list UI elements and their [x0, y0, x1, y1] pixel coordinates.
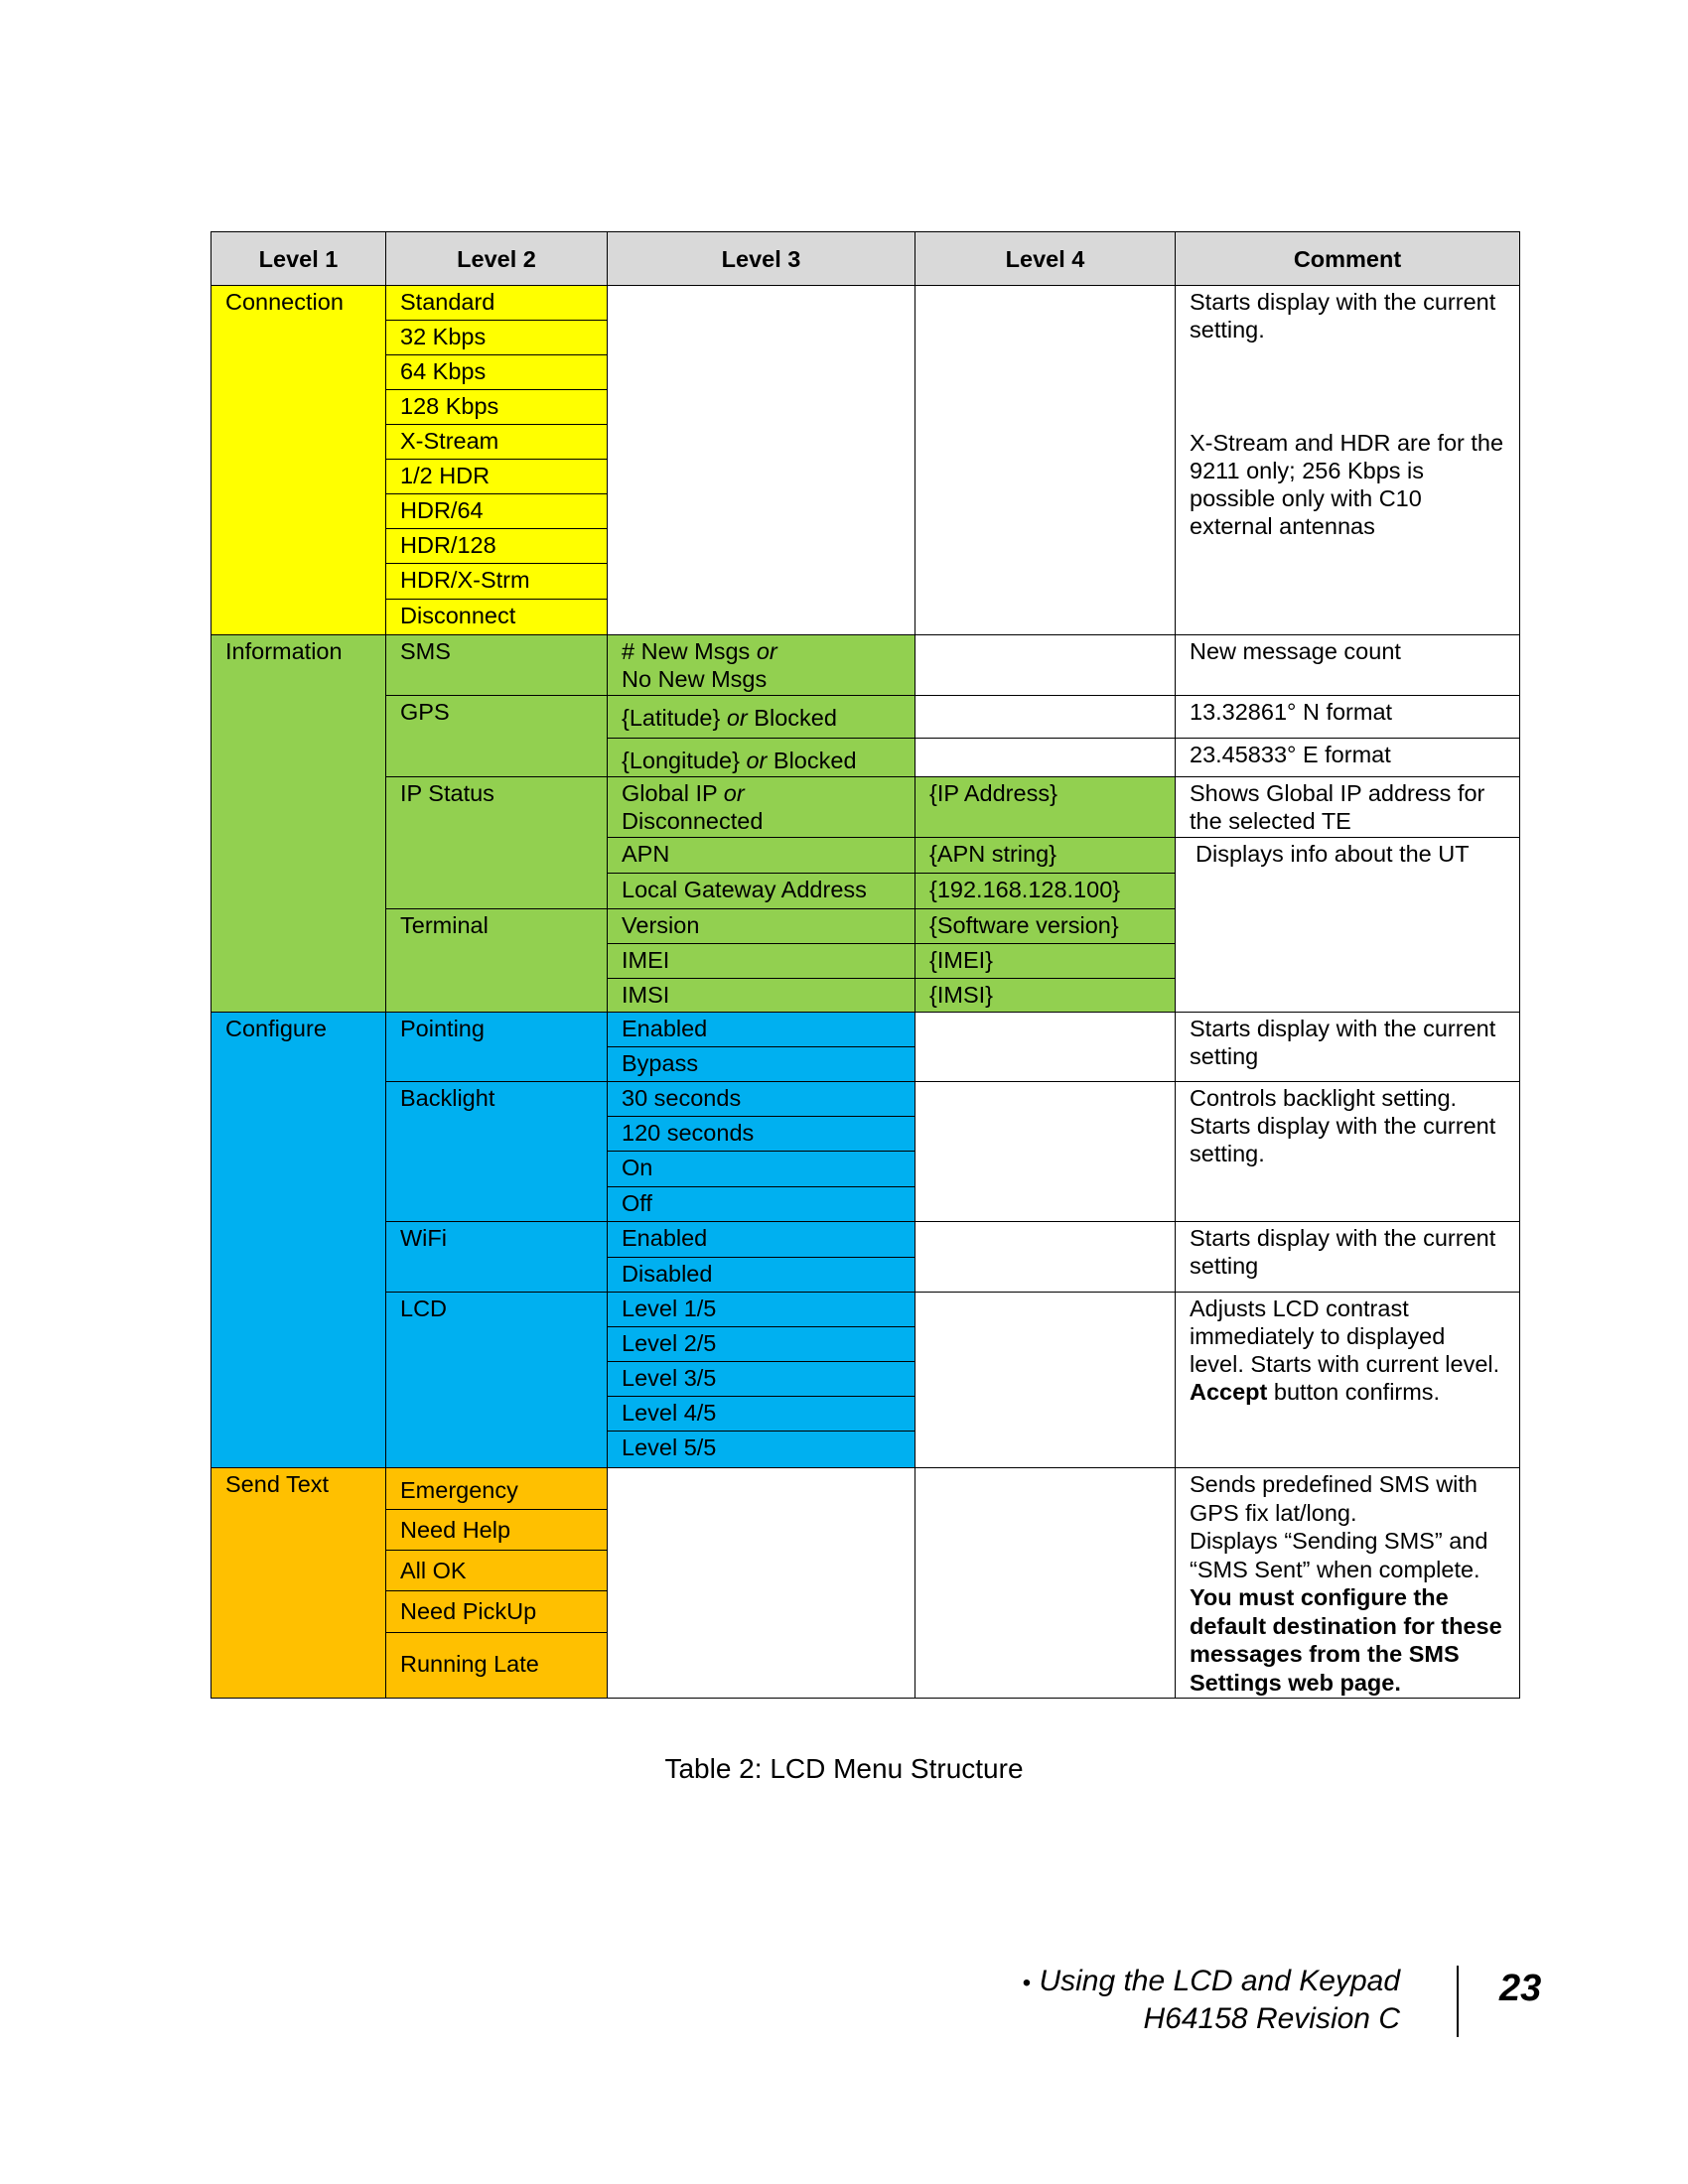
comment-lcd-accept: Accept: [1190, 1379, 1268, 1405]
connection-disconnect: Disconnect: [385, 599, 608, 635]
page-footer: [1023, 1964, 1400, 2037]
sms-new-msgs: # New Msgs: [622, 638, 751, 664]
wifi-disabled: Disabled: [607, 1257, 915, 1293]
sendtext-emergency: Emergency: [385, 1467, 608, 1510]
sendtext-all-ok: All OK: [385, 1550, 608, 1591]
level1-send-text: Send Text: [211, 1467, 386, 1699]
comment-wifi: Starts display with the current setting: [1175, 1221, 1520, 1293]
wifi-enabled: Enabled: [607, 1221, 915, 1258]
footer-divider: [1457, 1966, 1459, 2037]
comment-send-1: Sends predefined SMS with GPS fix lat/long.: [1190, 1471, 1477, 1526]
pointing-enabled: Enabled: [607, 1012, 915, 1047]
info-l4-gateway-ip: {192.168.128.100}: [914, 873, 1176, 909]
footer-revision: H64158 Revision C: [1143, 2002, 1400, 2035]
header-level-4: Level 4: [914, 231, 1176, 286]
lcd-l4-empty: [914, 1292, 1176, 1468]
footer-section-title: Using the LCD and Keypad: [1039, 1965, 1400, 1997]
connection-xstream: X-Stream: [385, 424, 608, 460]
connection-128kbps: 128 Kbps: [385, 389, 608, 425]
bullet-icon: •: [1022, 1970, 1032, 1996]
header-level-1: Level 1: [211, 231, 386, 286]
backlight-off: Off: [607, 1186, 915, 1222]
comment-lcd-post: button confirms.: [1273, 1379, 1441, 1405]
comment-lon: 23.45833° E format: [1175, 738, 1520, 777]
level1-connection: Connection: [211, 285, 386, 635]
header-level-3: Level 3: [607, 231, 915, 286]
info-l3-version: Version: [607, 908, 915, 944]
info-l3-latitude: [607, 695, 915, 739]
info-l3-apn: APN: [607, 837, 915, 874]
comment-send-2: Displays “Sending SMS” and “SMS Sent” when complete.: [1190, 1528, 1488, 1582]
info-l3-longitude: [607, 738, 915, 777]
lcd-level-1: Level 1/5: [607, 1292, 915, 1327]
info-l3-gateway: Local Gateway Address: [607, 873, 915, 909]
backlight-on: On: [607, 1151, 915, 1187]
configure-lcd: LCD: [385, 1292, 608, 1468]
info-l4-software-version: {Software version}: [914, 908, 1176, 944]
header-comment: Comment: [1175, 231, 1520, 286]
info-l4-ip-address: {IP Address}: [914, 776, 1176, 838]
or-text: or: [746, 748, 768, 773]
sendtext-l4-empty: [914, 1467, 1176, 1699]
connection-hdr128: HDR/128: [385, 528, 608, 564]
page-number: 23: [1499, 1968, 1542, 2009]
info-terminal: Terminal: [385, 908, 608, 1013]
info-l4-lat-empty: [914, 695, 1176, 739]
configure-pointing: Pointing: [385, 1012, 608, 1082]
backlight-30s: 30 seconds: [607, 1081, 915, 1117]
info-l4-apn-string: {APN string}: [914, 837, 1176, 874]
sendtext-need-help: Need Help: [385, 1509, 608, 1551]
wifi-l4-empty: [914, 1221, 1176, 1293]
comment-lcd: [1175, 1292, 1520, 1468]
info-gps: GPS: [385, 695, 608, 777]
table-caption: Table 2: LCD Menu Structure: [664, 1753, 1024, 1784]
longitude-text: {Longitude}: [622, 748, 740, 773]
comment-send-bold: You must configure the default destination for these messages from the SMS Settings web page.: [1190, 1584, 1502, 1696]
connection-comment-1: Starts display with the current setting.: [1190, 289, 1496, 342]
connection-level4-empty: [914, 285, 1176, 635]
connection-32kbps: 32 Kbps: [385, 320, 608, 355]
header-level-2: Level 2: [385, 231, 608, 286]
or-text: or: [723, 780, 745, 806]
comment-backlight: Controls backlight setting. Starts display with the current setting.: [1175, 1081, 1520, 1222]
comment-pointing: Starts display with the current setting: [1175, 1012, 1520, 1082]
comment-ut: Displays info about the UT: [1175, 837, 1520, 1013]
global-ip-text: Global IP: [622, 780, 718, 806]
info-l4-lon-empty: [914, 738, 1176, 777]
sendtext-l3-empty: [607, 1467, 915, 1699]
info-l3-imsi: IMSI: [607, 978, 915, 1013]
info-ip-status: IP Status: [385, 776, 608, 909]
backlight-l4-empty: [914, 1081, 1176, 1222]
or-text: or: [726, 705, 748, 731]
or-text: or: [756, 638, 777, 664]
sms-no-new-msgs: No New Msgs: [622, 666, 768, 692]
info-sms: SMS: [385, 634, 608, 696]
disconnected-text: Disconnected: [622, 808, 764, 834]
connection-comment: [1175, 285, 1520, 635]
info-l4-sms-empty: [914, 634, 1176, 696]
connection-64kbps: 64 Kbps: [385, 354, 608, 390]
lcd-level-5: Level 5/5: [607, 1431, 915, 1468]
connection-half-hdr: 1/2 HDR: [385, 459, 608, 494]
info-l3-imei: IMEI: [607, 943, 915, 979]
pointing-bypass: Bypass: [607, 1046, 915, 1082]
comment-lcd-pre: Adjusts LCD contrast immediately to displayed level. Starts with current level.: [1190, 1296, 1500, 1377]
sendtext-running-late: Running Late: [385, 1632, 608, 1699]
lcd-level-4: Level 4/5: [607, 1396, 915, 1432]
info-l4-imei: {IMEI}: [914, 943, 1176, 979]
sendtext-need-pickup: Need PickUp: [385, 1590, 608, 1633]
backlight-120s: 120 seconds: [607, 1116, 915, 1152]
comment-ip: Shows Global IP address for the selected TE: [1175, 776, 1520, 838]
pointing-l4-empty: [914, 1012, 1176, 1082]
info-l3-global-ip: [607, 776, 915, 838]
configure-wifi: WiFi: [385, 1221, 608, 1293]
connection-hdr64: HDR/64: [385, 493, 608, 529]
connection-level3-empty: [607, 285, 915, 635]
connection-comment-2: X-Stream and HDR are for the 9211 only; 256 Kbps is possible only with C10 external antennas: [1190, 430, 1504, 539]
connection-hdr-xstrm: HDR/X-Strm: [385, 563, 608, 600]
level1-information: Information: [211, 634, 386, 1013]
connection-standard: Standard: [385, 285, 608, 321]
info-l4-imsi: {IMSI}: [914, 978, 1176, 1013]
lcd-level-2: Level 2/5: [607, 1326, 915, 1362]
configure-backlight: Backlight: [385, 1081, 608, 1222]
blocked-text: Blocked: [754, 705, 837, 731]
blocked-text: Blocked: [773, 748, 857, 773]
comment-send-text: [1175, 1467, 1520, 1699]
level1-configure: Configure: [211, 1012, 386, 1468]
info-l3-sms: [607, 634, 915, 696]
comment-lat: 13.32861° N format: [1175, 695, 1520, 739]
lcd-level-3: Level 3/5: [607, 1361, 915, 1397]
comment-sms: New message count: [1175, 634, 1520, 696]
latitude-text: {Latitude}: [622, 705, 721, 731]
